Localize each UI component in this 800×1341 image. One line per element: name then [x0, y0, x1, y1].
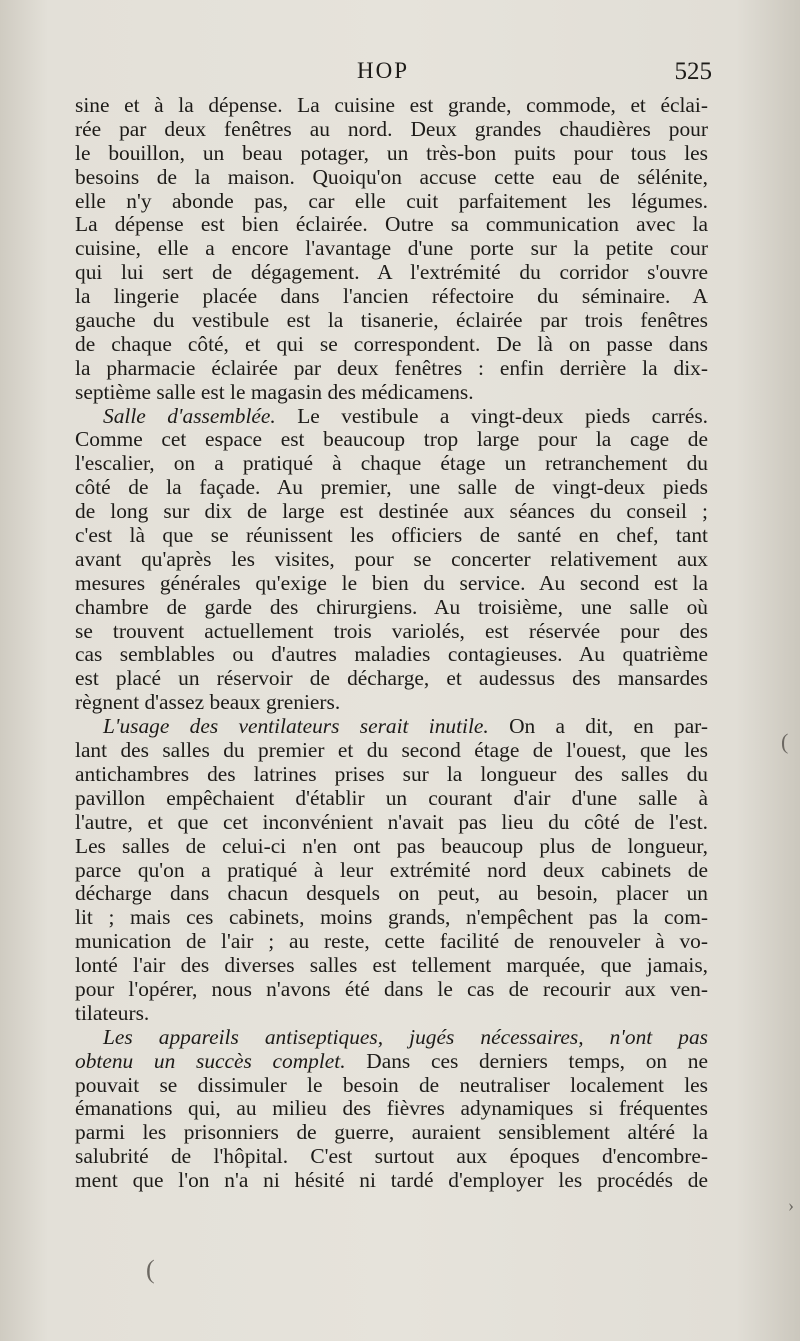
text-line: de long sur dix de large est destinée aux séances du conseil ; — [75, 499, 708, 524]
text-line: côté de la façade. Au premier, une salle de vingt-deux pieds — [75, 475, 708, 500]
text-line: elle n'y abonde pas, car elle cuit parfaitement les légumes. — [75, 188, 708, 213]
text-line: le bouillon, un beau potager, un très-bon puits pour tous les — [75, 140, 708, 165]
text-line: rée par deux fenêtres au nord. Deux grandes chaudières pour — [75, 116, 708, 141]
text-line: la pharmacie éclairée par deux fenêtres : enfin derrière la dix- — [75, 355, 708, 380]
text-line: salubrité de l'hôpital. C'est surtout aux époques d'encombre- — [75, 1144, 708, 1169]
section-heading-salle: Salle d'assemblée. — [103, 403, 276, 428]
text-run: Dans ces derniers temps, on ne — [366, 1048, 708, 1073]
text-line: l'escalier, on a pratiqué à chaque étage un retranchement du — [75, 451, 708, 476]
text-line: Les salles de celui-ci n'en ont pas beaucoup plus de longueur, — [75, 833, 708, 858]
text-line: parce qu'on a pratiqué à leur extrémité nord deux cabinets de — [75, 857, 708, 882]
text-line: lant des salles du premier et du second étage de l'ouest, que les — [75, 738, 708, 763]
body-text — [75, 94, 708, 1193]
text-line: pavillon empêchaient d'établir un courant d'air d'une salle à — [75, 785, 708, 810]
text-line: qui lui sert de dégagement. A l'extrémité du corridor s'ouvre — [75, 260, 708, 285]
text-line: l'autre, et que cet inconvénient n'avait pas lieu du côté de l'est. — [75, 809, 708, 834]
text-line: parmi les prisonniers de guerre, auraient sensiblement altéré la — [75, 1120, 708, 1145]
text-line: besoins de la maison. Quoiqu'on accuse cette eau de sélénite, — [75, 164, 708, 189]
text-line: sine et à la dépense. La cuisine est grande, commode, et éclai- — [75, 93, 708, 117]
text-line: est placé un réservoir de décharge, et audessus des mansardes — [75, 666, 708, 691]
text-run: Le vestibule a vingt-deux pieds carrés. — [297, 403, 708, 428]
page-number: 525 — [674, 58, 712, 85]
running-head: HOP — [357, 58, 410, 83]
text-line: règnent d'assez beaux greniers. — [75, 690, 341, 715]
text-line: gauche du vestibule est la tisanerie, éclairée par trois fenêtres — [75, 308, 708, 333]
text-line: antichambres des latrines prises sur la longueur des salles du — [75, 761, 708, 786]
text-line: c'est là que se réunissent les officiers de santé en chef, tant — [75, 523, 708, 548]
text-line: La dépense est bien éclairée. Outre sa communication avec la — [75, 212, 708, 237]
text-line: pouvait se dissimuler le besoin de neutraliser localement les — [75, 1072, 708, 1097]
text-line: de chaque côté, et qui se correspondent. De là on passe dans — [75, 331, 708, 356]
section-heading-appareils-cont: obtenu un succès complet. — [75, 1048, 346, 1073]
text-line: ment que l'on n'a ni hésité ni tardé d'employer les procédés de — [75, 1168, 708, 1193]
section-heading-ventilateurs: L'usage des ventilateurs serait inutile. — [103, 714, 489, 739]
text-line: septième salle est le magasin des médicamens. — [75, 379, 474, 404]
text-line: pour l'opérer, nous n'avons été dans le cas de recourir aux ven- — [75, 976, 708, 1001]
text-line: décharge dans chacun desquels on peut, au besoin, placer un — [75, 881, 708, 906]
text-line: lonté l'air des diverses salles est tellement marquée, que jamais, — [75, 953, 708, 978]
text-line: cuisine, elle a encore l'avantage d'une porte sur la petite cour — [75, 236, 708, 261]
text-line: Comme cet espace est beaucoup trop large pour la cage de — [75, 427, 708, 452]
margin-stray-mark: ( — [781, 729, 789, 754]
text-line — [75, 1050, 708, 1074]
paragraph-first-line — [75, 715, 708, 739]
margin-stray-mark: › — [788, 1195, 794, 1215]
text-run: On a dit, en par- — [509, 714, 709, 739]
page-header — [0, 58, 800, 92]
text-line: cas semblables ou d'autres maladies contagieuses. Au quatrième — [75, 642, 708, 667]
section-heading-appareils: Les appareils antiseptiques, jugés nécessaires, n'ont pas — [103, 1024, 708, 1049]
paragraph-first-line — [75, 405, 708, 429]
text-line: munication de l'air ; au reste, cette facilité de renouveler à vo- — [75, 929, 708, 954]
text-line: chambre de garde des chirurgiens. Au troisième, une salle où — [75, 594, 708, 619]
text-line: avant qu'après les visites, pour se concerter relativement aux — [75, 546, 708, 571]
text-line: la lingerie placée dans l'ancien réfectoire du séminaire. A — [75, 284, 708, 309]
margin-stray-mark: ( — [146, 1255, 155, 1284]
text-line: lit ; mais ces cabinets, moins grands, n'empêchent pas la com- — [75, 905, 708, 930]
text-line: se trouvent actuellement trois variolés, est réservée pour des — [75, 618, 708, 643]
text-line: émanations qui, au milieu des fièvres adynamiques si fréquentes — [75, 1096, 708, 1121]
text-line: tilateurs. — [75, 1000, 150, 1025]
text-line: mesures générales qu'exige le bien du service. Au second est la — [75, 570, 708, 595]
